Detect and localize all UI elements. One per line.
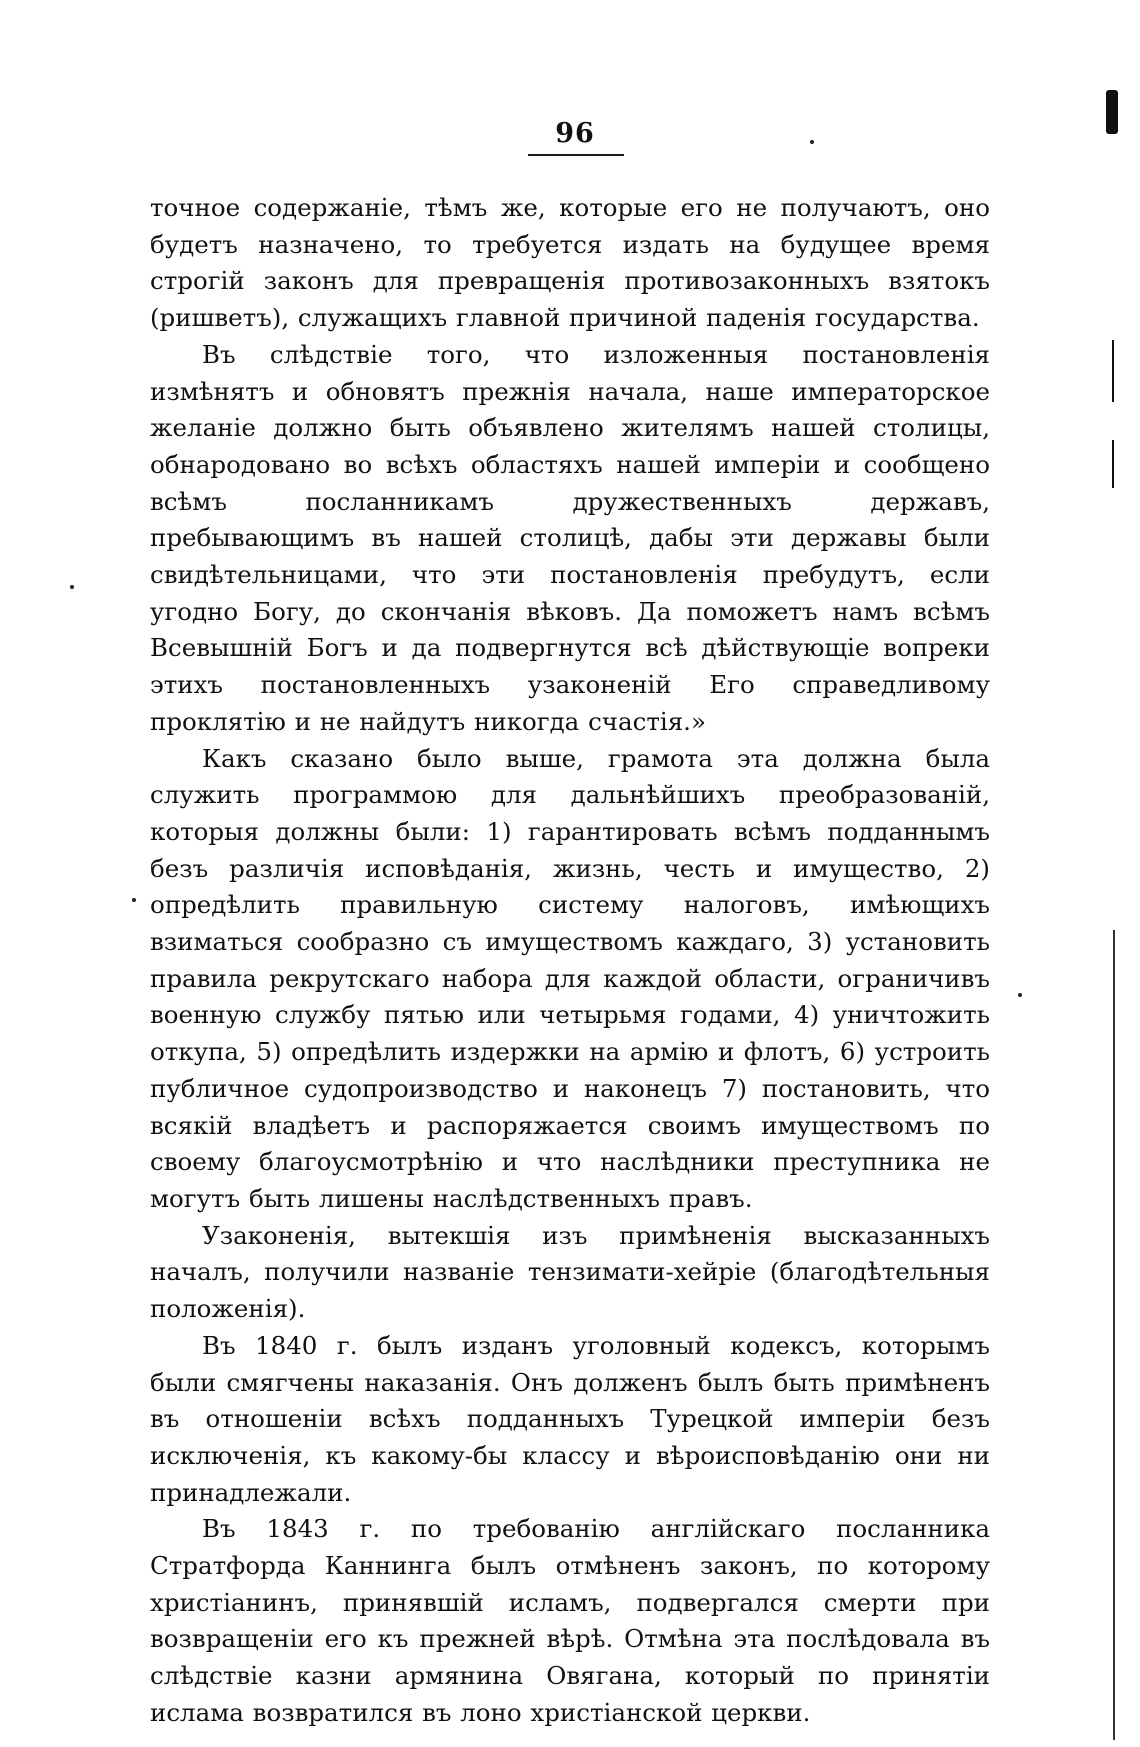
page-number: 96 [555, 118, 595, 149]
body-text [150, 190, 990, 1732]
scan-speck [70, 585, 74, 589]
scan-speck [132, 898, 136, 902]
paragraph-3: Какъ сказано было выше, грамота эта должна была служить программою для дальнѣйшихъ преобразованій, которыя должны были: 1) гарантировать всѣмъ подданнымъ безъ различія исповѣданія, жизнь, честь и имущество, 2) опредѣлить правильную систему налоговъ, имѣющихъ взиматься сообразно съ имуществомъ каждаго, 3) установить правила рекрутскаго набора для каждой области, ограничивъ военную службу пятью или четырьмя годами, 4) уничтожить откупа, 5) опредѣлить издержки на армію и флотъ, 6) устроить публичное судопроизводство и наконецъ 7) постановить, что всякій владѣетъ и распоряжается своимъ имуществомъ по своему благоусмотрѣнію и что наслѣдники преступника не могутъ быть лишены наслѣдственныхъ правъ. [150, 743, 990, 1213]
scan-speck [1018, 993, 1022, 997]
paragraph-6: Въ 1843 г. по требованію англійскаго посланника Стратфорда Каннинга былъ отмѣненъ законъ, по которому христіанинъ, принявшій исламъ, подвергался смерти при возвращеніи его къ прежней вѣрѣ. Отмѣна эта послѣдовала въ слѣдствіе казни армянина Овягана, который по принятіи ислама возвратился въ лоно христіанской церкви. [150, 1514, 990, 1727]
paragraph-2: Въ слѣдствіе того, что изложенныя постановленія измѣнятъ и обновятъ прежнія начала, наше императорское желаніе должно быть объявлено жителямъ нашей столицы, обнародовано во всѣхъ областяхъ нашей имперіи и сообщено всѣмъ посланникамъ дружественныхъ державъ, пребывающимъ въ нашей столицѣ, дабы эти державы были свидѣтельницами, что эти постановленія пребудутъ, если угодно Богу, до скончанія вѣковъ. Да поможетъ намъ всѣмъ Всевышній Богъ и да подвергнутся всѣ дѣйствующіе вопреки этихъ постановленныхъ узаконеній Его справедливому проклятію и не найдутъ никогда счастія.» [150, 339, 990, 736]
scan-speck [810, 140, 814, 144]
paragraph-4: Узаконенія, вытекшія изъ примѣненія высказанныхъ началъ, получили названіе тензимати-хейріе (благодѣтельныя положенія). [150, 1220, 990, 1324]
page-number-rule [528, 154, 624, 156]
scan-edge-line [1112, 340, 1114, 402]
scan-edge-mark [1106, 90, 1118, 134]
paragraph-5: Въ 1840 г. былъ изданъ уголовный кодексъ, которымъ были смягчены наказанія. Онъ долженъ былъ быть примѣненъ въ отношеніи всѣхъ подданныхъ Турецкой имперіи безъ исключенія, къ какому-бы классу и вѣроисповѣданію они ни принадлежали. [150, 1330, 990, 1507]
scan-edge-line [1112, 440, 1114, 488]
scan-edge-line [1113, 930, 1115, 1740]
paragraph-1: точное содержаніе, тѣмъ же, которые его не получаютъ, оно будетъ назначено, то требуется издать на будущее время строгій законъ для превращенія противозаконныхъ взятокъ (ришветъ), служащихъ главной причиной паденія государства. [150, 193, 990, 333]
